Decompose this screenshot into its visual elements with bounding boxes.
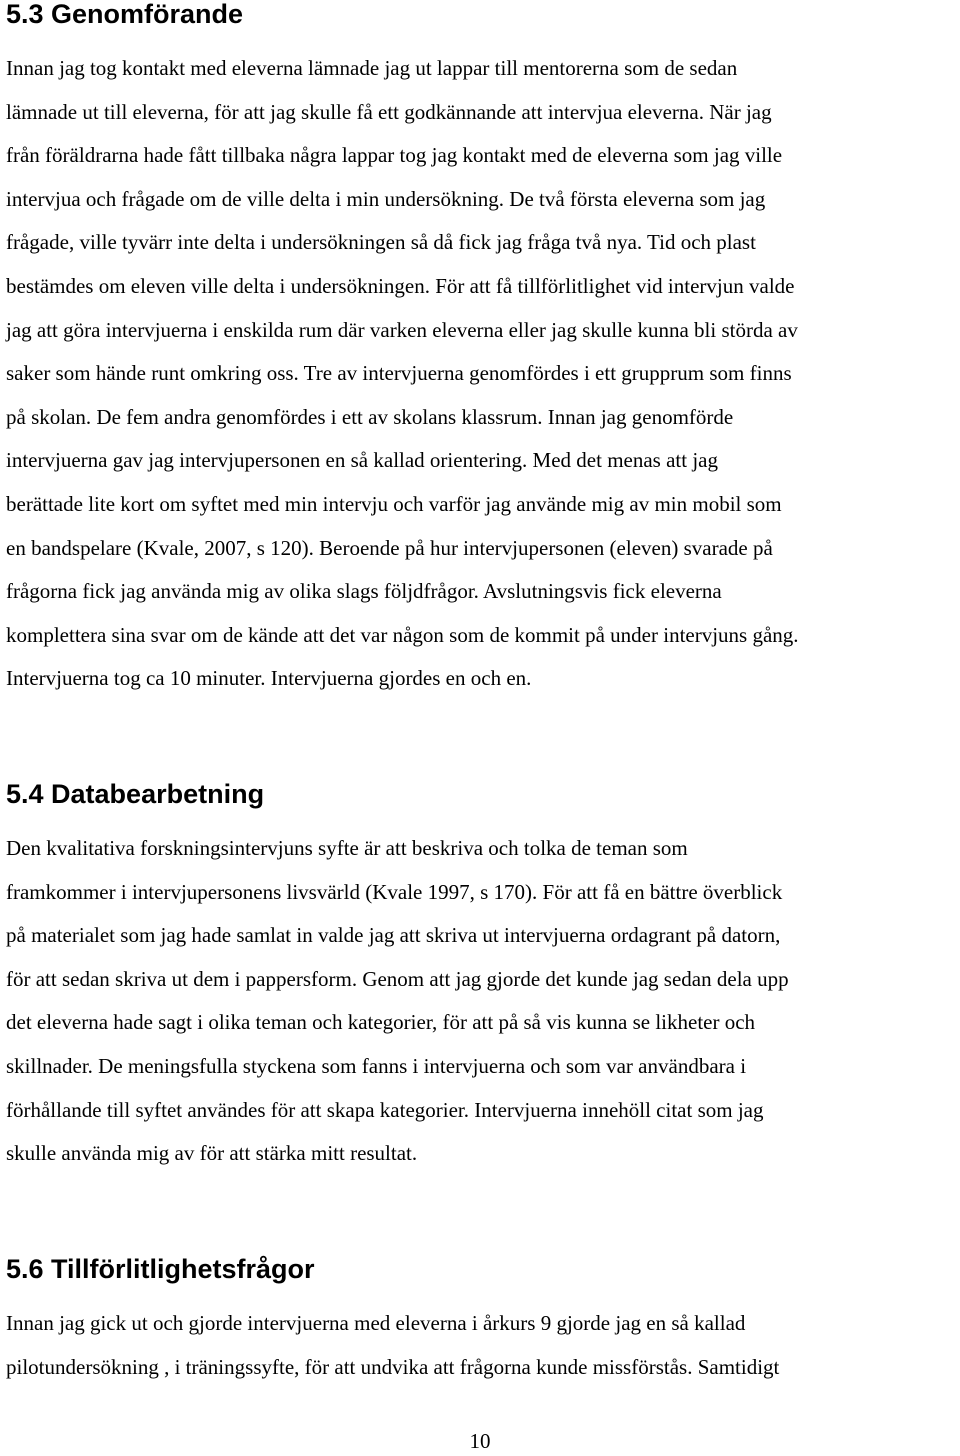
text-line: bestämdes om eleven ville delta i undersökningen. För att få tillförlitlighet vid intervjun valde — [6, 273, 795, 298]
paragraph-tillforlitlighetsfragor — [6, 1302, 960, 1389]
text-line: Intervjuerna tog ca 10 minuter. Intervjuerna gjordes en och en. — [6, 666, 532, 691]
paragraph-genomforande — [6, 47, 960, 701]
text-line: Den kvalitativa forskningsintervjuns syfte är att beskriva och tolka de teman som — [6, 836, 688, 860]
section-heading-tillforlitlighetsfragor: 5.6 Tillförlitlighetsfrågor — [6, 1254, 315, 1284]
text-line: för att sedan skriva ut dem i pappersform. Genom att jag gjorde det kunde jag sedan dela upp — [6, 966, 789, 991]
text-line: frågade, ville tyvärr inte delta i undersökningen så då fick jag fråga två nya. Tid och plast — [6, 230, 756, 255]
text-line: jag att göra intervjuerna i enskilda rum där varken eleverna eller jag skulle kunna bli störda av — [6, 317, 798, 342]
text-line: framkommer i intervjupersonens livsvärld (Kvale 1997, s 170). För att få en bättre överblick — [6, 879, 783, 904]
section-heading-genomforande: 5.3 Genomförande — [6, 0, 244, 29]
text-line: Innan jag gick ut och gjorde intervjuerna med eleverna i årkurs 9 gjorde jag en så kallad — [6, 1311, 746, 1335]
text-line: berättade lite kort om syftet med min intervju och varför jag använde mig av min mobil som — [6, 491, 782, 516]
text-line: lämnade ut till eleverna, för att jag skulle få ett godkännande att intervjua eleverna. När jag — [6, 99, 772, 124]
text-line: frågorna fick jag använda mig av olika slags följdfrågor. Avslutningsvis fick eleverna — [6, 579, 722, 604]
text-line: en bandspelare (Kvale, 2007, s 120). Beroende på hur intervjupersonen (eleven) svarade på — [6, 535, 773, 560]
text-line: på materialet som jag hade samlat in valde jag att skriva ut intervjuerna ordagrant på datorn, — [6, 923, 781, 948]
text-line: skulle använda mig av för att stärka mitt resultat. — [6, 1141, 418, 1166]
text-line: på skolan. De fem andra genomfördes i ett av skolans klassrum. Innan jag genomförde — [6, 404, 734, 429]
text-line: skillnader. De meningsfulla styckena som fanns i intervjuerna och som var användbara i — [6, 1053, 747, 1078]
text-line: intervjua och frågade om de ville delta i min undersökning. De två första eleverna som jag — [6, 186, 766, 211]
section-heading-databearbetning: 5.4 Databearbetning — [6, 779, 265, 809]
text-line: Innan jag tog kontakt med eleverna lämnade jag ut lappar till mentorerna som de sedan — [6, 56, 738, 80]
text-line: förhållande till syftet användes för att skapa kategorier. Intervjuerna innehöll citat som jag — [6, 1097, 764, 1122]
text-line: från föräldrarna hade fått tillbaka några lappar tog jag kontakt med de eleverna som jag ville — [6, 143, 783, 168]
text-line: pilotundersökning , i träningssyfte, för att undvika att frågorna kunde missförstås. Samtidigt — [6, 1354, 780, 1379]
page-number: 10 — [469, 1429, 491, 1453]
text-line: komplettera sina svar om de kände att det var någon som de kommit på under intervjuns gång. — [6, 622, 799, 647]
text-line: det eleverna hade sagt i olika teman och kategorier, för att på så vis kunna se likheter och — [6, 1010, 756, 1035]
text-line: intervjuerna gav jag intervjupersonen en så kallad orientering. Med det menas att jag — [6, 448, 719, 473]
text-line: saker som hände runt omkring oss. Tre av intervjuerna genomfördes i ett grupprum som finns — [6, 361, 792, 386]
paragraph-databearbetning — [6, 827, 960, 1176]
